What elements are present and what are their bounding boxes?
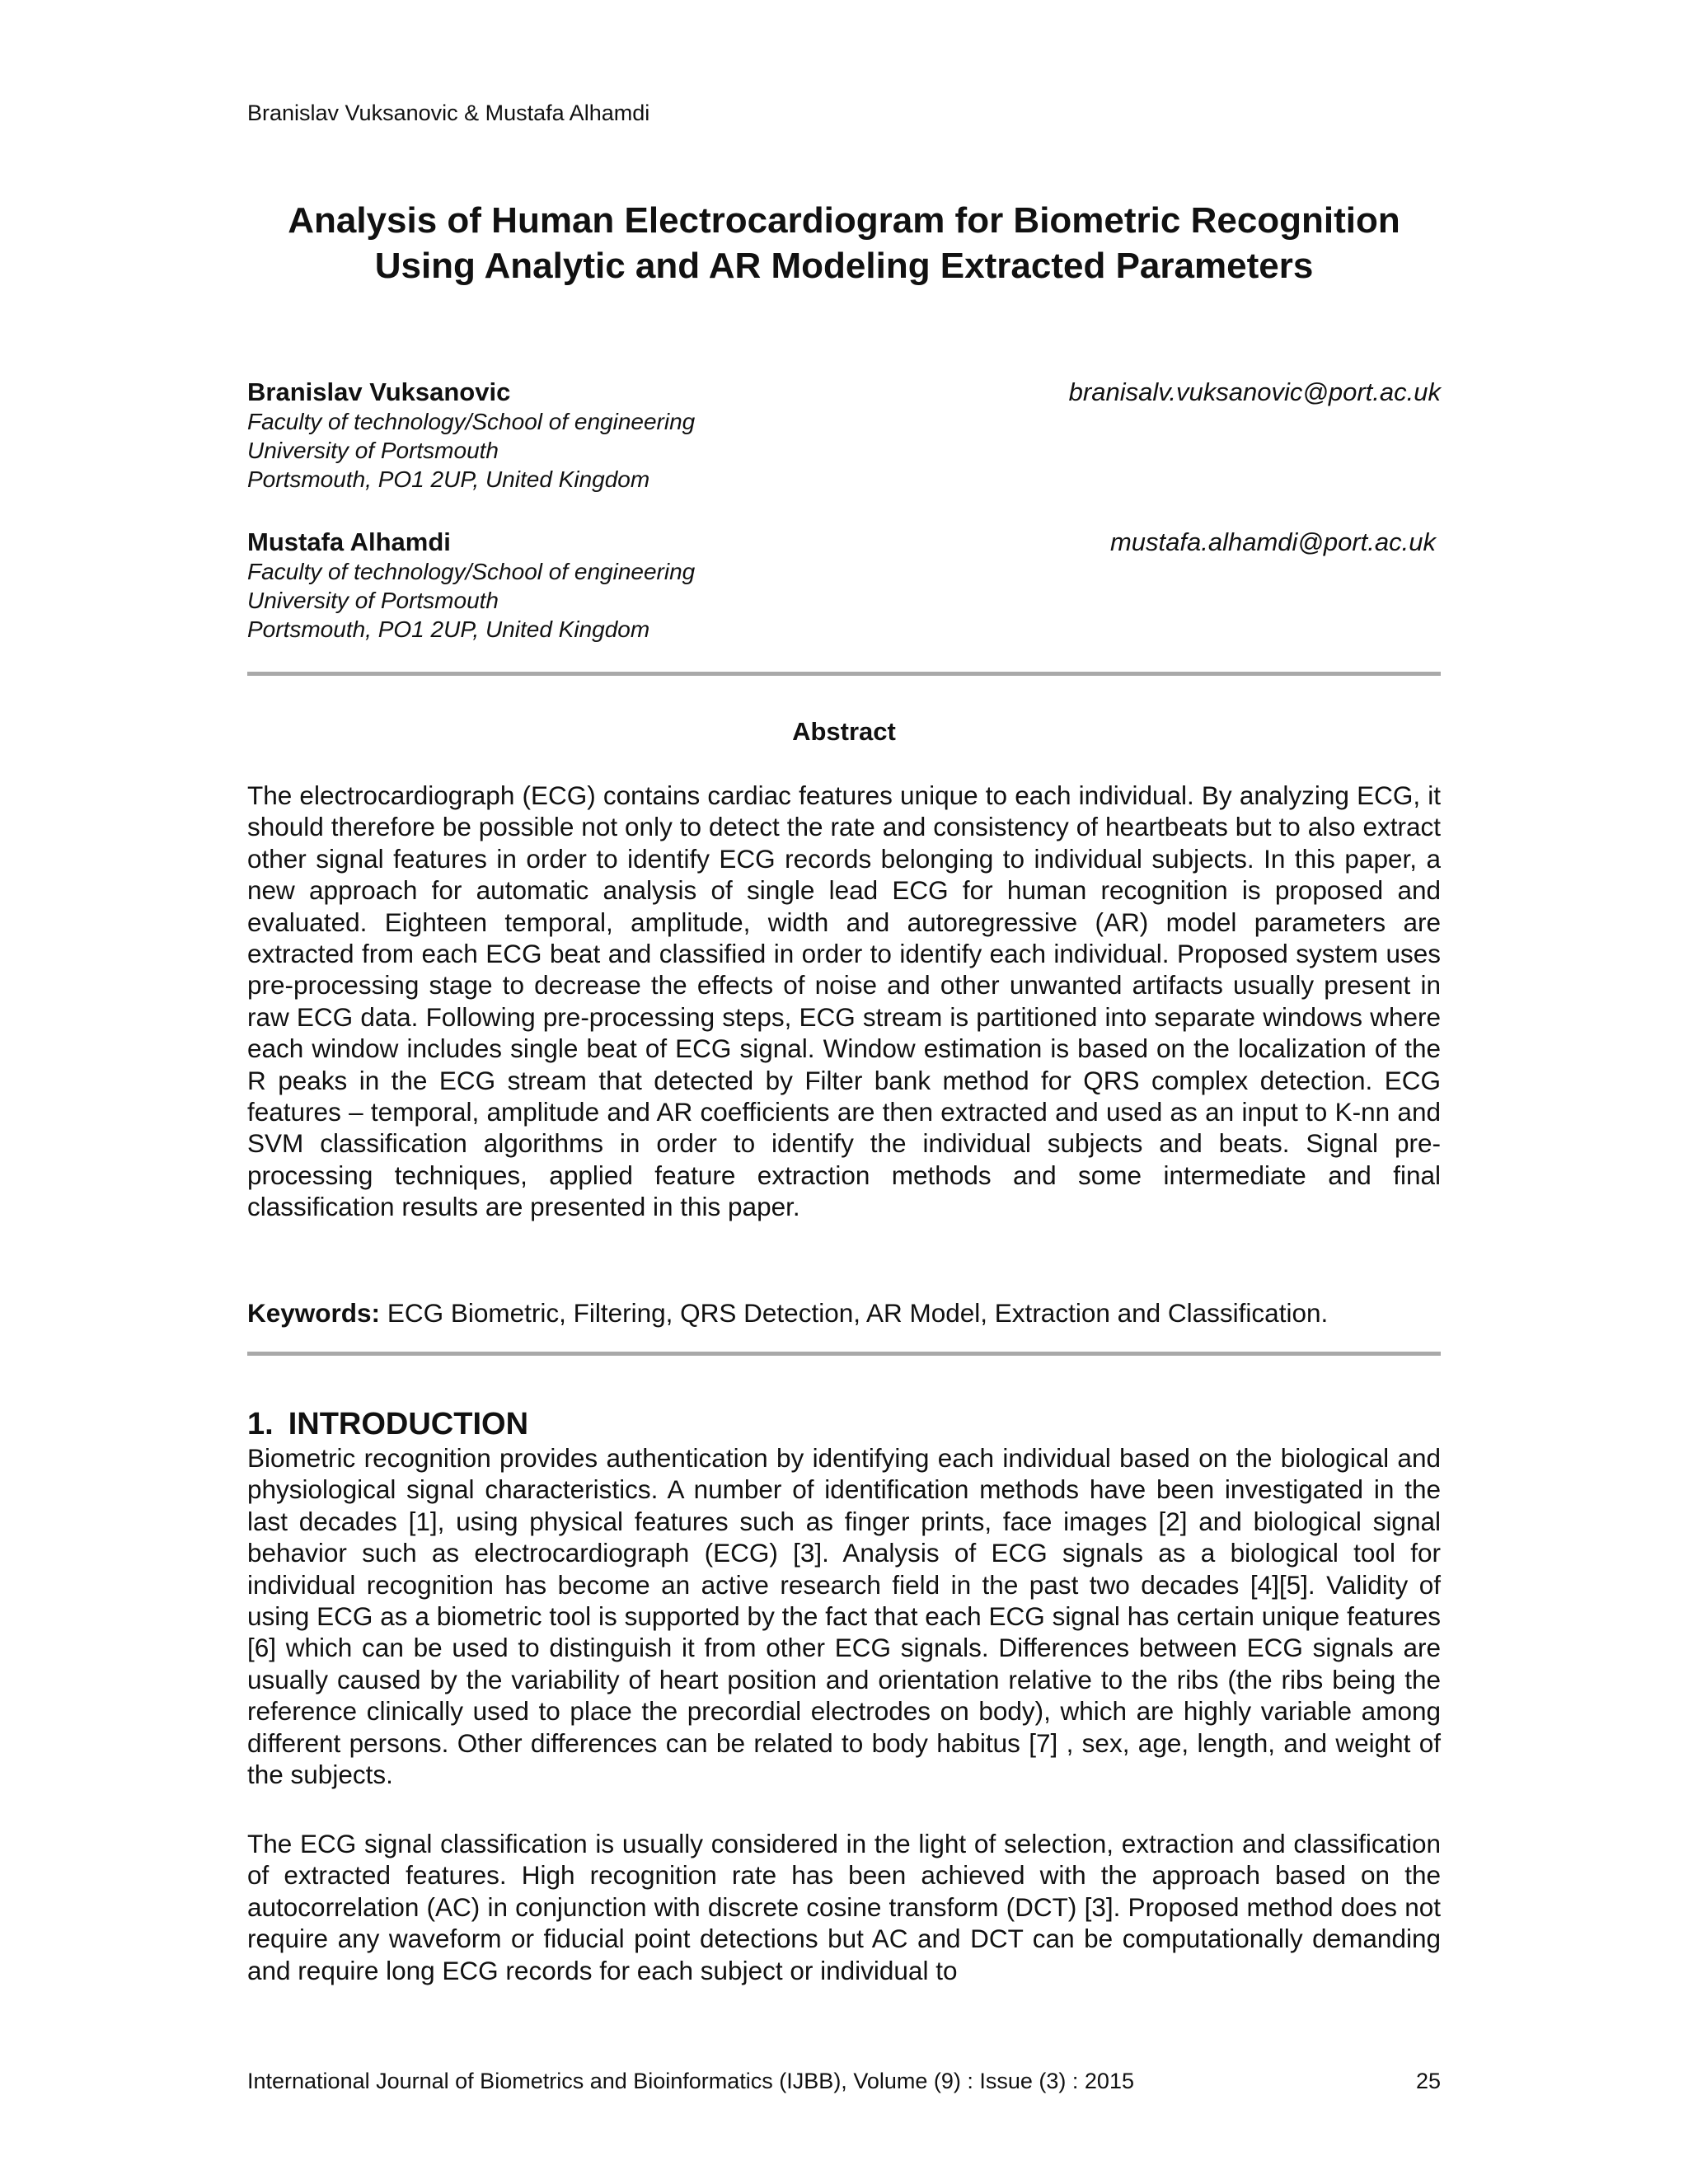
title-line-2: Using Analytic and AR Modeling Extracted Parameters [374,246,1314,286]
keywords [247,1297,1441,1329]
author-name: Branislav Vuksanovic [247,377,511,406]
footer-journal: International Journal of Biometrics and Bioinformatics (IJBB), Volume (9) : Issue (3) : 2015 [247,2069,1134,2093]
abstract-text: The electrocardiograph (ECG) contains cardiac features unique to each individual. By analyzing ECG, it should therefore be possible not only to detect the rate and consistency of heartbeats but to also extract other signal features in order to identify ECG records belonging to individual subjects. In this paper, a new approach for automatic analysis of single lead ECG for human recognition is proposed and evaluated. Eighteen temporal, amplitude, width and autoregressive (AR) model parameters are extracted from each ECG beat and classified in order to identify each individual. Proposed system uses pre-processing stage to decrease the effects of noise and other unwanted artifacts usually present in raw ECG data. Following pre-processing steps, ECG stream is partitioned into separate windows where each window includes single beat of ECG signal. Window estimation is based on the localization of the R peaks in the ECG stream that detected by Filter bank method for QRS complex detection. ECG features – temporal, amplitude and AR coefficients are then extracted and used as an input to K-nn and SVM classification algorithms in order to identify the individual subjects and beats. Signal pre-processing techniques, applied feature extraction methods and some intermediate and final classification results are presented in this paper. [247,780,1441,1222]
section-title: INTRODUCTION [288,1407,529,1441]
keywords-text: ECG Biometric, Filtering, QRS Detection, AR Model, Extraction and Classification. [387,1298,1329,1328]
abstract-heading: Abstract [792,717,896,746]
author-block-2 [247,527,1441,644]
author-name: Mustafa Alhamdi [247,527,451,556]
divider-rule [247,1352,1441,1356]
author-email[interactable]: mustafa.alhamdi@port.ac.uk [1109,527,1436,556]
author-affiliation-line: University of Portsmouth [247,438,499,463]
title-line-1: Analysis of Human Electrocardiogram for Biometric Recognition [288,200,1400,241]
intro-paragraph: Biometric recognition provides authentication by identifying each individual based on the biological and physiological signal characteristics. A number of identification methods have been investigated in the last decades [1], using physical features such as finger prints, face images [2] and biological signal behavior such as electrocardiograph (ECG) [3]. Analysis of ECG signals as a biological tool for individual recognition has become an active research field in the past two decades [4][5]. Validity of using ECG as a biometric tool is supported by the fact that each ECG signal has certain unique features [6] which can be used to distinguish it from other ECG signals. Differences between ECG signals are usually caused by the variability of heart position and orientation relative to the ribs (the ribs being the reference clinically used to place the precordial electrodes on body), which are highly variable among different persons. Other differences can be related to body habitus [7] , sex, age, length, and weight of the subjects. [247,1443,1441,1790]
section-heading-introduction [247,1406,528,1442]
author-affiliation-line: Portsmouth, PO1 2UP, United Kingdom [247,466,650,492]
divider-rule [247,672,1441,676]
author-affiliation-line: Portsmouth, PO1 2UP, United Kingdom [247,616,650,642]
section-number: 1. [247,1407,274,1441]
author-block-1 [247,377,1441,494]
intro-paragraph: The ECG signal classification is usually considered in the light of selection, extraction and classification of extracted features. High recognition rate has been achieved with the approach based on the autocorrelation (AC) in conjunction with discrete cosine transform (DCT) [3]. Proposed method does not require any waveform or fiducial point detections but AC and DCT can be computationally demanding and require long ECG records for each subject or individual to [247,1829,1441,1985]
author-affiliation-line: Faculty of technology/School of engineering [247,559,696,584]
author-affiliation-line: University of Portsmouth [247,588,499,613]
author-email[interactable]: branisalv.vuksanovic@port.ac.uk [1068,377,1441,406]
paper-title [198,198,1490,288]
keywords-label: Keywords: [247,1298,381,1328]
page-number: 25 [1415,2069,1441,2093]
page-footer [247,2067,1441,2095]
running-head: Branislav Vuksanovic & Mustafa Alhamdi [247,101,650,125]
author-affiliation-line: Faculty of technology/School of engineering [247,409,696,434]
